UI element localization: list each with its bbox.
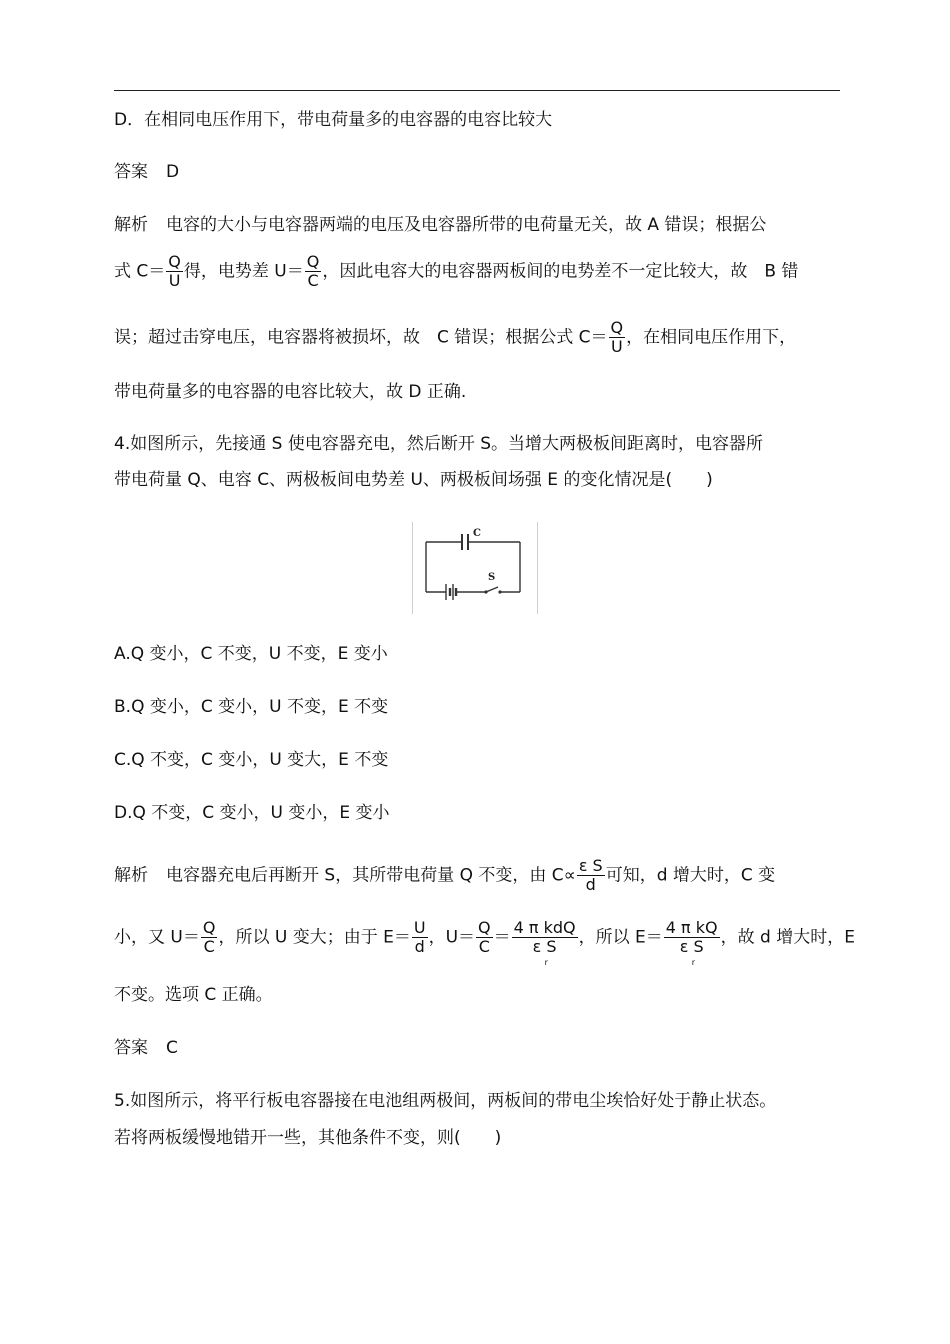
circuit-svg [412,522,538,614]
analysis-text: 电容器充电后再断开 S，其所带电荷量 Q 不变，由 C∝ [166,865,576,886]
fraction-u-over-d: $\frac{U}{d}$ [413,918,426,956]
analysis-1-line-3 [114,320,796,355]
fraction-q-over-c: $\frac{Q}{C}$ [478,918,491,956]
answer-value: C [166,1038,178,1058]
question-4-line-1: 4.如图所示，先接通 S 使电容器充电，然后断开 S。当增大两极板间距离时，电容器所 [114,434,764,454]
option-b: B.Q 变小，C 变小，U 不变，E 不变 [114,697,389,717]
fraction-4pikdq-over-es: 4 π kdQ ε S r [513,918,576,967]
analysis-text: ，故 d 增大时，E [720,927,855,948]
switch-contact [498,590,501,593]
circuit-diagram [412,522,538,614]
fraction-q-over-c: $\frac{Q}{C}$ [306,252,320,290]
analysis-text: ，在相同电压作用下， [626,327,797,348]
analysis-text: 可知，d 增大时，C 变 [605,865,776,886]
question-5-line-1: 5.如图所示，将平行板电容器接在电池组两极间，两板间的带电尘埃恰好处于静止状态。 [114,1091,777,1111]
analysis-2-line-3: 不变。选项 C 正确。 [114,985,273,1005]
analysis-text: 小，又 U＝ [114,927,200,948]
analysis-1-line-4: 带电荷量多的电容器的电容比较大，故 D 正确. [114,382,467,402]
fraction-q-over-u: $\frac{Q}{U}$ [610,318,624,356]
fraction-q-over-u: $\frac{Q}{U}$ [168,252,181,290]
answer-label: 答案 [114,162,148,182]
fraction-4pikq-over-es: 4 π kQ ε S r [665,918,718,967]
answer-value: D [166,162,180,182]
answer-line-2 [114,1040,178,1057]
analysis-text: 电容的大小与电容器两端的电压及电容器所带的电荷量无关，故 A 错误；根据公 [166,215,767,235]
switch-label: S [488,572,496,583]
option-d: D.Q 不变，C 变小，U 变小，E 变小 [114,803,390,823]
answer-label: 答案 [114,1038,148,1058]
analysis-text: 误；超过击穿电压，电容器将被损坏，故 C 错误；根据公式 C＝ [114,327,608,348]
option-c: C.Q 不变，C 变小，U 变大，E 不变 [114,750,389,770]
question-4-line-2: 带电荷量 Q、电容 C、两极板间电势差 U、两极板间场强 E 的变化情况是( ) [114,470,713,490]
analysis-text: ＝ [493,927,511,948]
analysis-text: ，因此电容大的电容器两板间的电势差不一定比较大，故 B 错 [322,261,799,282]
analysis-text: 式 C＝ [114,261,166,282]
analysis-text: ，所以 U 变大；由于 E＝ [218,927,411,948]
capacitor-label: C [473,528,481,539]
battery-symbol [446,584,456,600]
analysis-label: 解析 [114,215,148,235]
option-a: A.Q 变小，C 不变，U 不变，E 变小 [114,644,388,664]
switch-pivot [484,590,487,593]
answer-line-1 [114,164,179,181]
analysis-1-line-1 [114,217,766,234]
analysis-label: 解析 [114,865,148,886]
analysis-text: ，U＝ [428,927,476,948]
analysis-1-line-2 [114,254,798,289]
analysis-2-line-2 [114,918,855,967]
question-5-line-2: 若将两板缓慢地错开一些，其他条件不变，则( ) [114,1128,502,1148]
analysis-text: ，所以 E＝ [578,927,663,948]
analysis-text: 得，电势差 U＝ [183,261,304,282]
analysis-2-line-1 [114,858,775,893]
option-d-text: D．在相同电压作用下，带电荷量多的电容器的电容比较大 [114,110,553,130]
fraction-q-over-c: $\frac{Q}{C}$ [202,918,216,956]
header-rule [114,90,840,91]
capacitor-symbol [462,534,468,550]
fraction-es-over-d: $\frac{\text{ε S}}{d}$ [578,856,603,894]
